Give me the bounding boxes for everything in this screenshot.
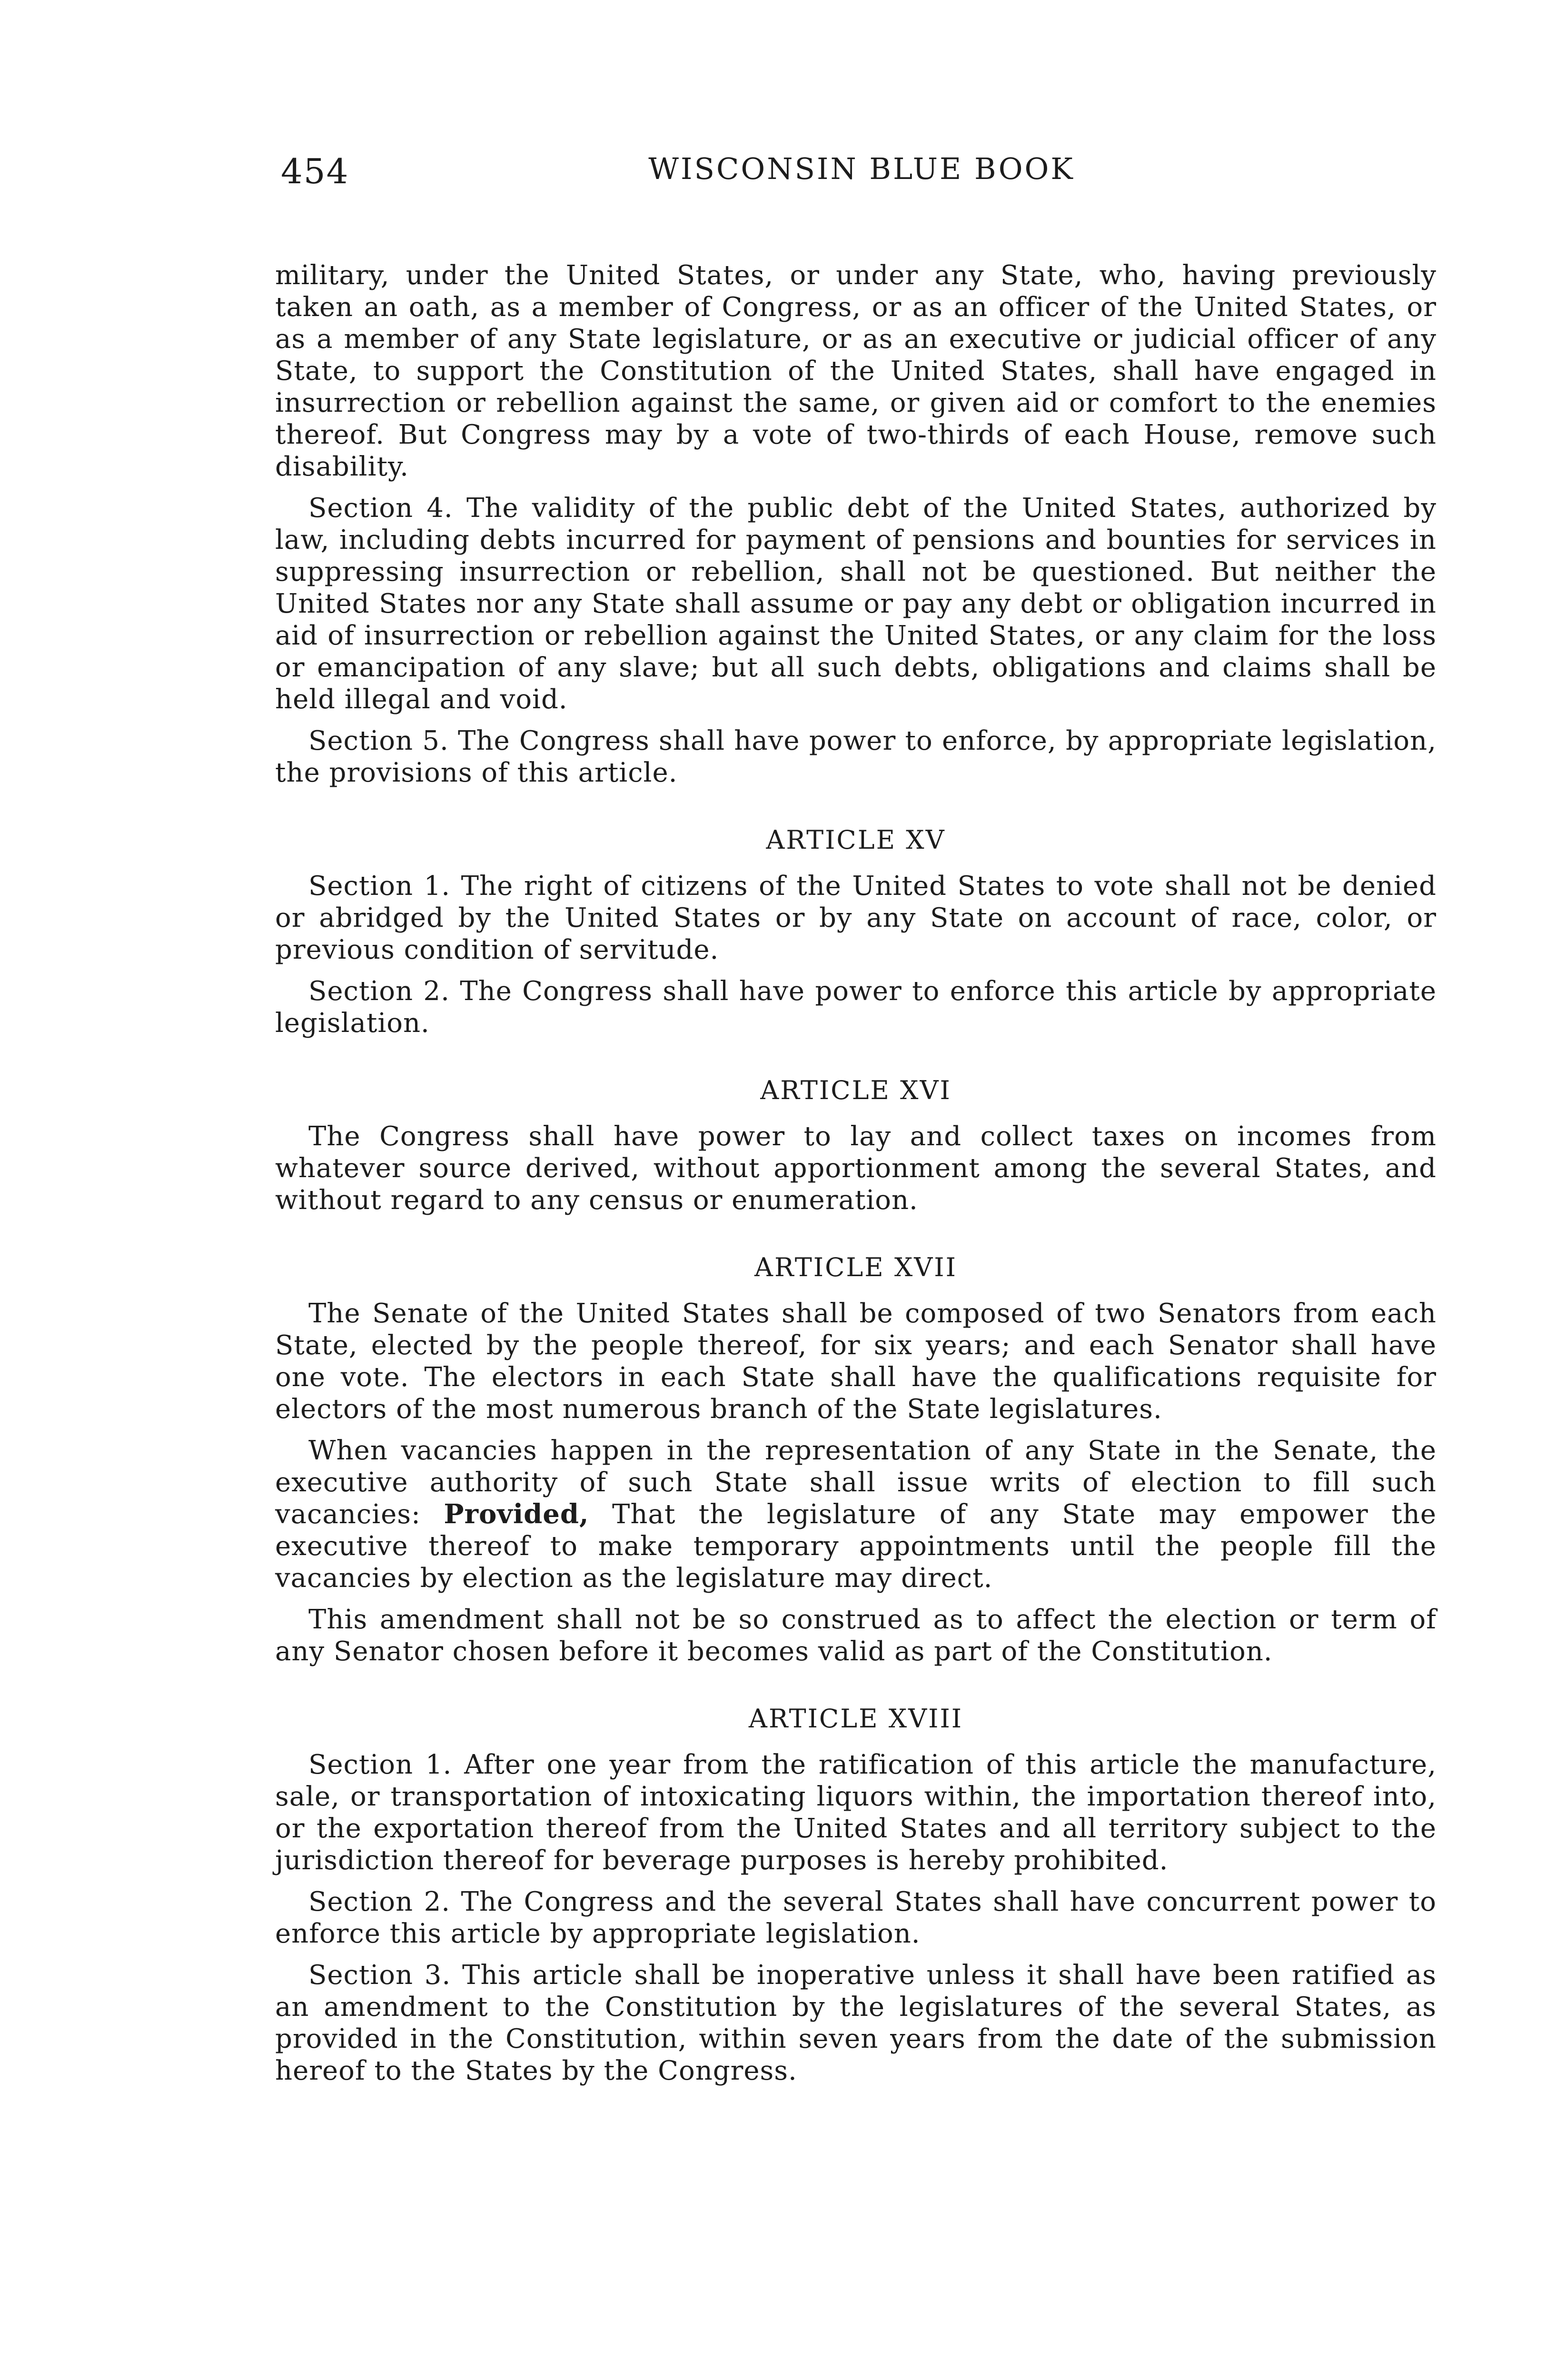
- article-xvii-paragraph-2-rest: That the legislature of any State may empower the executive thereof to make temporary appointments until the people fill the vacancies by election as the legislature may direct.: [275, 1499, 1437, 1594]
- article-xvii-paragraph-1: The Senate of the United States shall be composed of two Senators from each State, elected by the people thereof, for six years; and each Senator shall have one vote. The electors in each State shall have the qualifications requisite for electors of the most numerous branch of the State legislatures.: [275, 1298, 1437, 1425]
- provided-bold-term: Provided,: [444, 1498, 589, 1530]
- article-xvi-text: The Congress shall have power to lay and collect taxes on incomes from whatever source derived, without apportionment among the several States, and without regard to any census or enumeration.: [275, 1121, 1437, 1216]
- page-header: [281, 151, 1442, 199]
- article-xv-heading: ARTICLE XV: [766, 825, 946, 855]
- article-xvii-paragraph-2-lead: When vacancies happen in the representation of any State in the Senate, the executive authority of such State shall issue writs of election to fill such vacancies:: [275, 1435, 1437, 1530]
- page-number: 454: [281, 151, 349, 191]
- article-xvii-paragraph-2: [275, 1435, 1437, 1594]
- article-xv-section-1: Section 1. The right of citizens of the United States to vote shall not be denied or abridged by the United States or by any State on account of race, color, or previous condition of servitude.: [275, 871, 1437, 965]
- page-body: [275, 259, 1437, 2096]
- article-xvii-heading: ARTICLE XVII: [754, 1252, 957, 1282]
- article-xvi-heading: ARTICLE XVI: [760, 1075, 951, 1105]
- article-xv-section-2: Section 2. The Congress shall have power to enforce this article by appropriate legislation.: [275, 976, 1437, 1039]
- article-xiv-section-4: Section 4. The validity of the public debt of the United States, authorized by law, including debts incurred for payment of pensions and bounties for services in suppressing insurrection or rebellion, shall not be questioned. But neither the United States nor any State shall assume or pay any debt or obligation incurred in aid of insurrection or rebellion against the United States, or any claim for the loss or emancipation of any slave; but all such debts, obligations and claims shall be held illegal and void.: [275, 493, 1437, 715]
- running-title: WISCONSIN BLUE BOOK: [648, 151, 1075, 186]
- article-xviii-heading: ARTICLE XVIII: [748, 1704, 963, 1734]
- article-xiv-section-5: Section 5. The Congress shall have power to enforce, by appropriate legislation, the provisions of this article.: [275, 725, 1437, 788]
- article-xviii-section-3: Section 3. This article shall be inoperative unless it shall have been ratified as an amendment to the Constitution by the legislatures of the several States, as provided in the Constitution, within seven years from the date of the submission hereof to the States by the Congress.: [275, 1960, 1437, 2086]
- article-xvii-paragraph-3: This amendment shall not be so construed as to affect the election or term of any Senator chosen before it becomes valid as part of the Constitution.: [275, 1604, 1437, 1667]
- article-xiv-section-3-continuation: military, under the United States, or under any State, who, having previously taken an oath, as a member of Congress, or as an officer of the United States, or as a member of any State legislature, or as an executive or judicial officer of any State, to support the Constitution of the United States, shall have engaged in insurrection or rebellion against the same, or given aid or comfort to the enemies thereof. But Congress may by a vote of two-thirds of each House, remove such disability.: [275, 260, 1437, 482]
- article-xviii-section-2: Section 2. The Congress and the several States shall have concurrent power to enforce this article by appropriate legislation.: [275, 1886, 1437, 1949]
- article-xviii-section-1: Section 1. After one year from the ratification of this article the manufacture, sale, or transportation of intoxicating liquors within, the importation thereof into, or the exportation thereof from the United States and all territory subject to the jurisdiction thereof for beverage purposes is hereby prohibited.: [275, 1749, 1437, 1876]
